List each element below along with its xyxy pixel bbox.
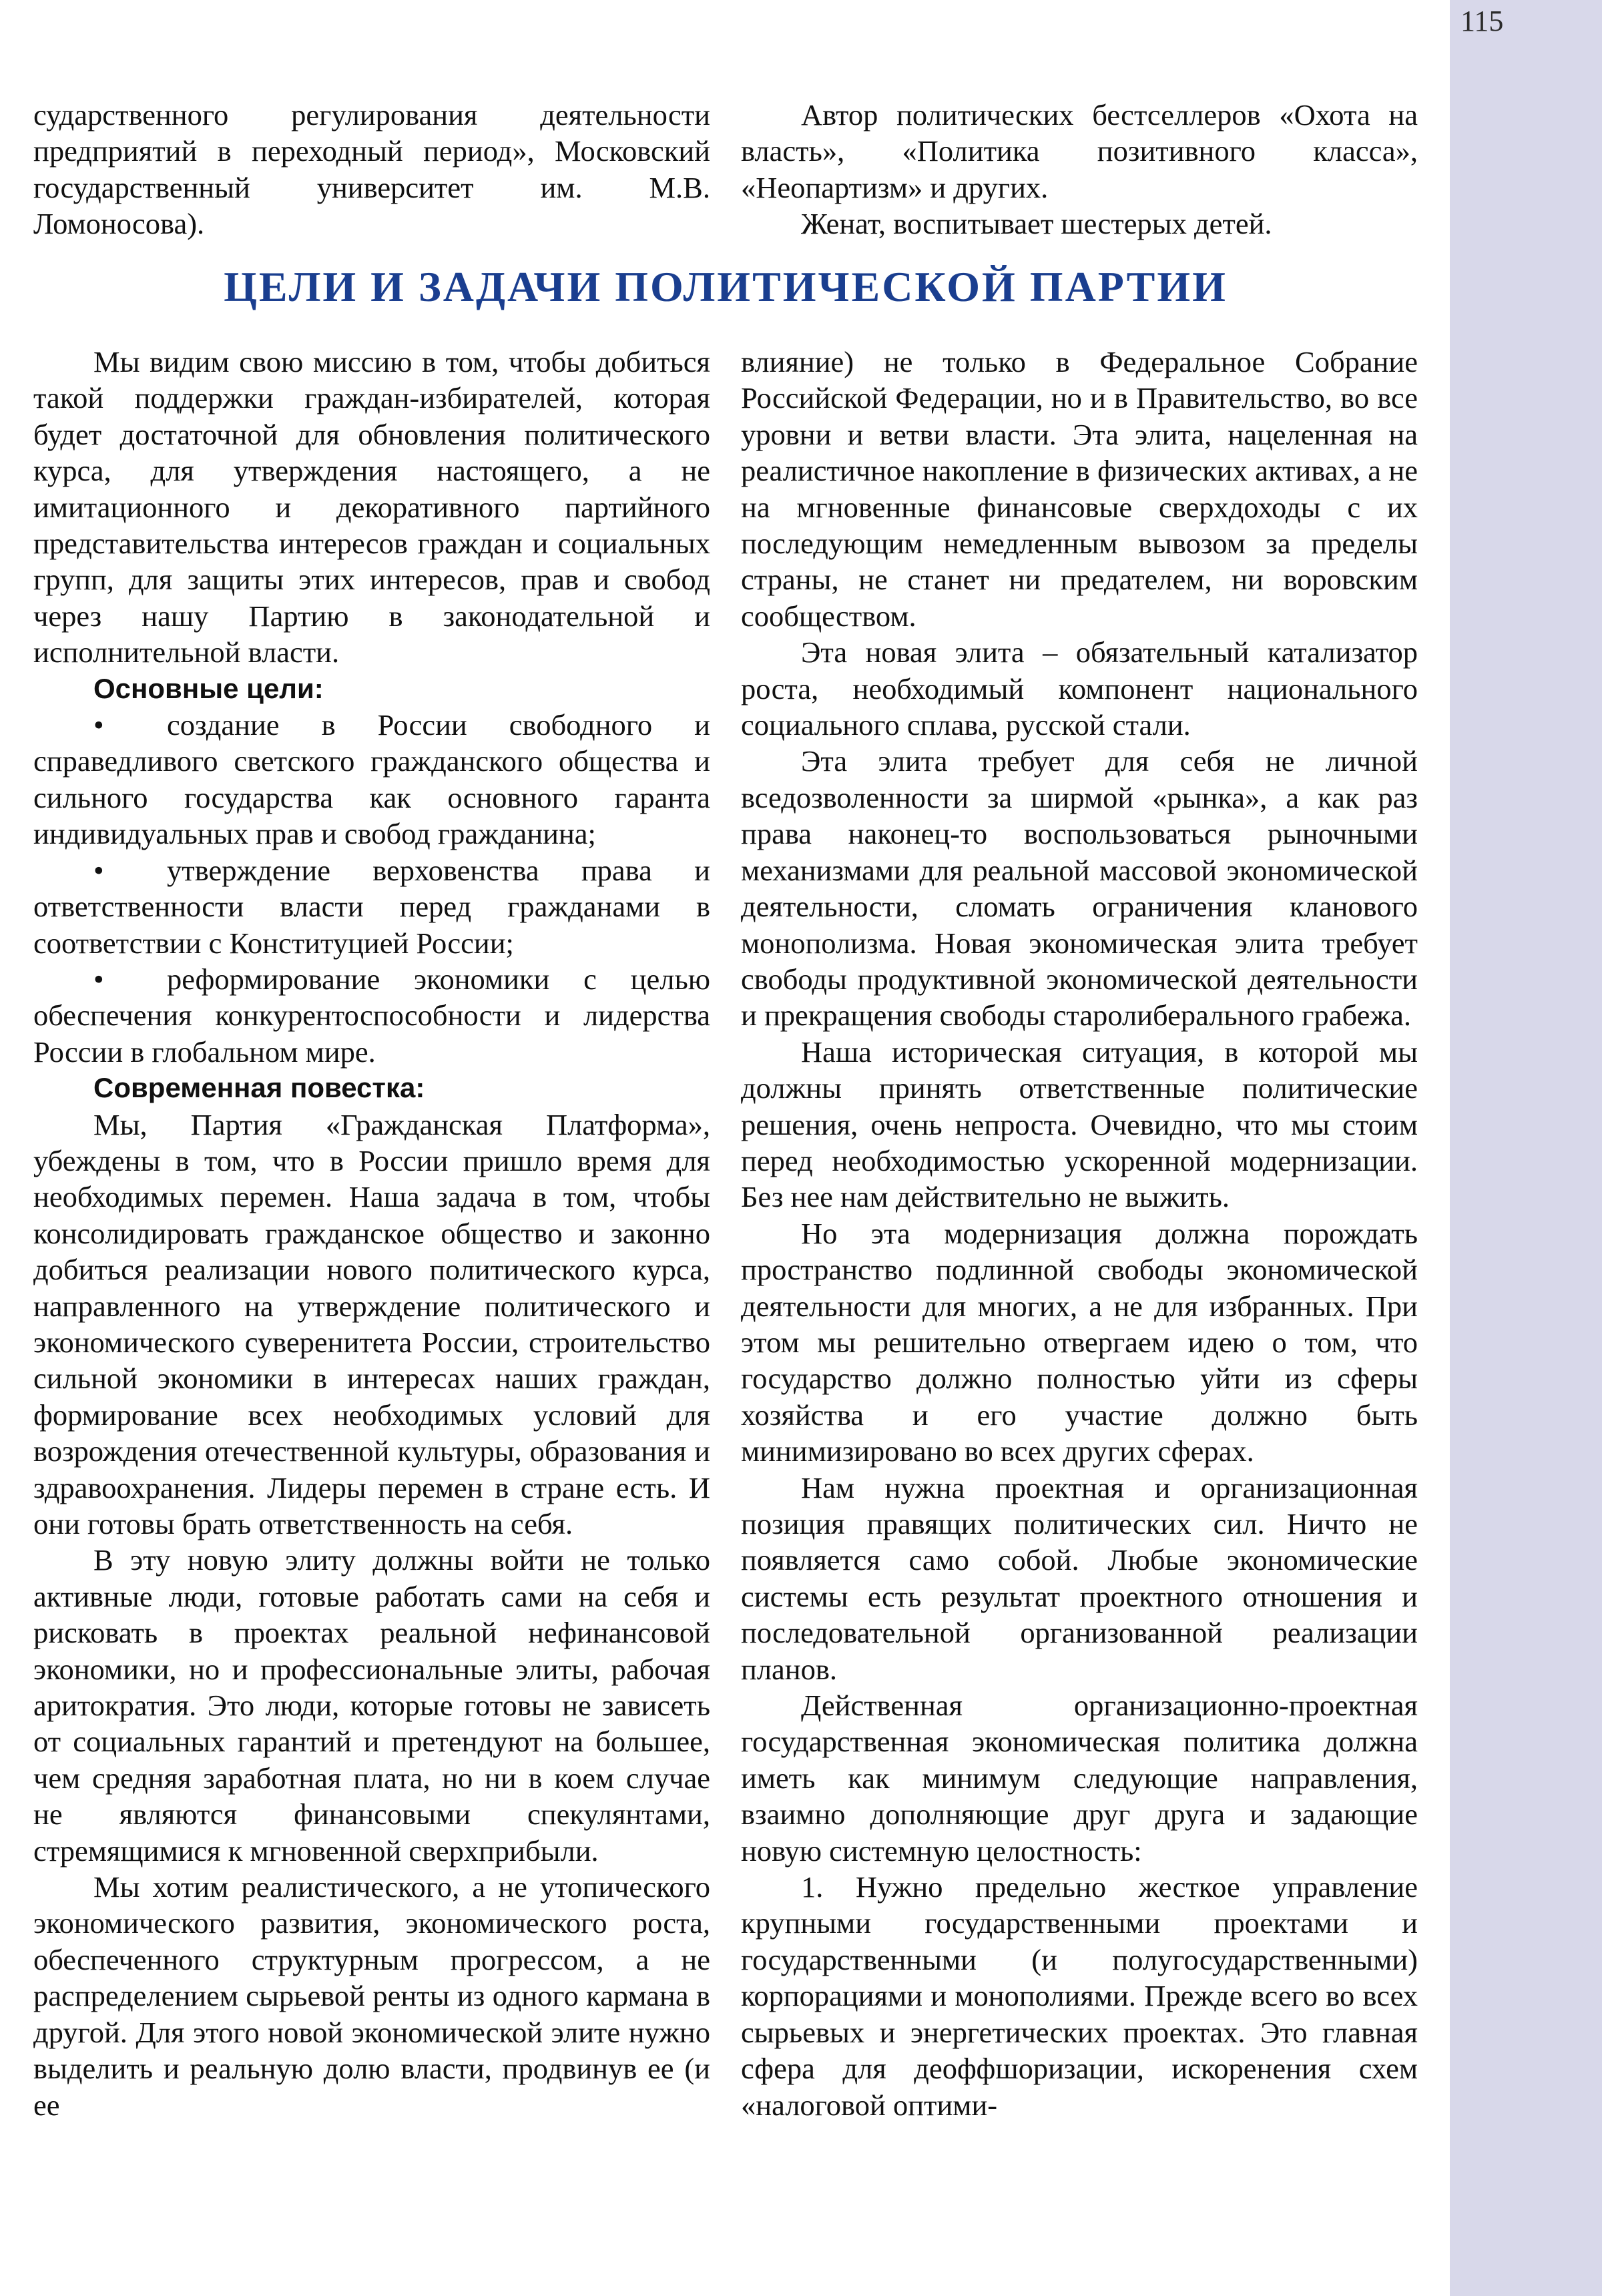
- bio-family-paragraph: Женат, воспитывает шестерых детей.: [801, 207, 1272, 241]
- bullet-icon: •: [93, 708, 104, 742]
- goal-text: создание в России свободного и справедливого светского гражданского общества и сильного государства как основного гаранта индивидуальных прав и свобод гражданина;: [33, 708, 710, 851]
- bullet-icon: •: [93, 853, 104, 887]
- side-strip: [1450, 0, 1602, 2296]
- left-column: [33, 344, 710, 2123]
- section-title: ЦЕЛИ И ЗАДАЧИ ПОЛИТИЧЕСКОЙ ПАРТИИ: [224, 263, 1228, 310]
- top-right-column: [741, 97, 1418, 242]
- goal-item: [33, 961, 710, 1070]
- policy-paragraph: Действенная организационно-проектная государственная экономическая политика должна иметь как минимум следующие направления, взаимно дополняющие друг друга и задающие новую системную целостность:: [741, 1689, 1418, 1868]
- catalyst-paragraph: Эта новая элита – обязательный катализатор роста, необходимый компонент национального социального сплава, русской стали.: [741, 635, 1418, 742]
- goal-item: [33, 852, 710, 961]
- influence-paragraph: влияние) не только в Федеральное Собрание Российской Федерации, но и в Правительство, во все уровни и ветви власти. Эта элита, нацеленная на реалистичное накопление в физических активах, а не на мгновенные финансовые сверхдоходы с их последующим немедленным вывозом за пределы страны, не станет ни предателем, ни воровским сообществом.: [741, 345, 1418, 633]
- management-paragraph: 1. Нужно предельно жесткое управление крупными государственными проектами и государственными (и полугосударственными) корпорациями и монополиями. Прежде всего во всех сырьевых и энергетических проектах. Это главная сфера для деоффшоризации, искоренения схем «налоговой оптими-: [741, 1870, 1418, 2122]
- project-position-paragraph: Нам нужна проектная и организационная позиция правящих политических сил. Ничто не появляется само собой. Любые экономические системы есть результат проектного отношения и последовательной организованной реализации планов.: [741, 1470, 1418, 1686]
- bullet-icon: •: [93, 962, 104, 996]
- goals-heading: Основные цели:: [93, 672, 324, 704]
- bio-paragraph: Автор политических бестселлеров «Охота на власть», «Политика позитивного класса», «Неопартизм» и других.: [741, 98, 1418, 204]
- agenda-paragraph: Мы, Партия «Гражданская Платформа», убеждены в том, что в России пришло время для необходимых перемен. Наша задача в том, чтобы консолидировать гражданское общество и законно добиться реализации нового политического курса, направленного на утверждение политического и экономического суверенитета России, строительство сильной экономики в интересах наших граждан, формирование всех необходимых условий для возрождения отечественной культуры, образования и здравоохранения. Лидеры перемен в стране есть. И они готовы брать ответственность на себя.: [33, 1107, 710, 1540]
- mission-paragraph: Мы видим свою миссию в том, чтобы добиться такой поддержки граждан-избирателей, которая будет достаточной для обновления политического курса, для утверждения настоящего, а не имитационного и декоративного партийного представительства интересов граждан и социальных групп, для защиты этих интересов, прав и свобод через нашу Партию в законодательной и исполнительной власти.: [33, 345, 710, 669]
- goal-item: [33, 707, 710, 852]
- elite-paragraph: В эту новую элиту должны войти не только активные люди, готовые работать сами на себя и рисковать в проектах реальной нефинансовой экономики, но и профессиональные элиты, рабочая аритократия. Это люди, которые готовы не зависеть от социальных гарантий и претендуют на большее, чем средняя заработная плата, но ни в коем случае не являются финансовыми спекулянтами, стремящимися к мгновенной сверхприбыли.: [33, 1543, 710, 1868]
- agenda-heading: Современная повестка:: [93, 1072, 425, 1104]
- goal-text: утверждение верховенства права и ответственности власти перед гражданами в соответствии с Конституцией России;: [33, 853, 710, 960]
- situation-paragraph: Наша историческая ситуация, в которой мы должны принять ответственные политические решения, очень непроста. Очевидно, что мы стоим перед необходимостью ускоренной модернизации. Без нее нам действительно не выжить.: [741, 1035, 1418, 1214]
- goal-text: реформирование экономики с целью обеспечения конкурентоспособности и лидерства России в глобальном мире.: [33, 962, 710, 1069]
- top-left-column: [33, 97, 710, 242]
- realistic-paragraph: Мы хотим реалистического, а не утопического экономического развития, экономического роста, обеспеченного структурным прогрессом, а не распределением сырьевой ренты из одного кармана в другой. Для этого новой экономической элите нужно выделить и реальную долю власти, продвинув ее (и ее: [33, 1870, 710, 2122]
- market-paragraph: Эта элита требует для себя не личной вседозволенности за ширмой «рынка», а как раз права наконец-то воспользоваться рыночными механизмами для реальной массовой экономической деятельности, сломать ограничения кланового монополизма. Новая экономическая элита требует свободы продуктивной экономической деятельности и прекращения свободы старолиберального грабежа.: [741, 744, 1418, 1033]
- top-left-paragraph: сударственного регулирования деятельности предприятий в переходный период», Московский государственный университет им. М.В. Ломоносова).: [33, 98, 710, 241]
- right-column: [741, 344, 1418, 2123]
- modernization-paragraph: Но эта модернизация должна порождать пространство подлинной свободы экономической деятельности для многих, а не для избранных. При этом мы решительно отвергаем идею о том, что государство должно полностью уйти из сферы хозяйства и его участие должно быть минимизировано во всех других сферах.: [741, 1216, 1418, 1468]
- page-number: 115: [1460, 5, 1504, 37]
